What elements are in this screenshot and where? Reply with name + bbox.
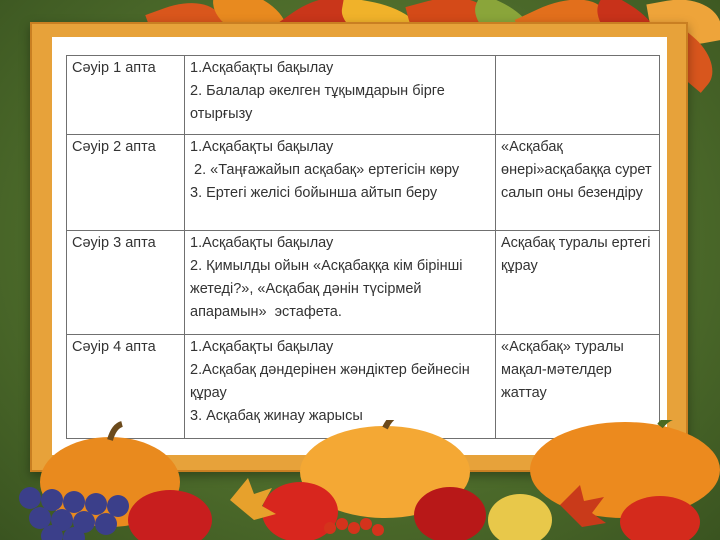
week-label: Сәуір 4 апта <box>67 335 185 439</box>
extra-cell <box>496 56 660 135</box>
pumpkin-icon <box>530 422 720 518</box>
harvest-decoration <box>0 420 720 540</box>
extra-cell: «Асқабақ» туралы мақал-мәтелдер жаттау <box>496 335 660 439</box>
week-label: Сәуір 3 апта <box>67 231 185 335</box>
apple-icon <box>488 494 552 540</box>
activity-line: 3. Ертегі желісі бойынша айтып беру <box>190 185 438 201</box>
activities-cell <box>185 56 496 135</box>
activities-cell <box>185 231 496 335</box>
activity-line: 2. Қимылды ойын «Асқабаққа кім бірінші жетеді?», «Асқабақ дәнін түсірмей апарамын» эстафета. <box>190 258 467 320</box>
extra-cell: Асқабақ туралы ертегі құрау <box>496 231 660 335</box>
activity-line: 1.Асқабақты бақылау <box>190 235 334 251</box>
week-label: Сәуір 2 апта <box>67 135 185 231</box>
table-row <box>67 56 660 135</box>
table-row <box>67 135 660 231</box>
activity-line: 1.Асқабақты бақылау <box>190 339 334 355</box>
activity-line: 2. «Таңғажайып асқабақ» ертегісін көру <box>190 162 460 178</box>
activity-line: 2. Балалар әкелген тұқымдарын бірге отырғызу <box>190 83 445 122</box>
table-row <box>67 231 660 335</box>
activity-line: 2.Асқабақ дәндерінен жәндіктер бейнесін құрау <box>190 362 470 401</box>
extra-cell: «Асқабақ өнері»асқабаққа сурет салып оны безендіру <box>496 135 660 231</box>
activities-cell <box>185 135 496 231</box>
activity-line: 1.Асқабақты бақылау <box>190 139 334 155</box>
week-label: Сәуір 1 апта <box>67 56 185 135</box>
activity-line: 3. Асқабақ жинау жарысы <box>190 408 363 424</box>
activity-line: 1.Асқабақты бақылау <box>190 60 334 76</box>
plan-table <box>66 55 660 439</box>
